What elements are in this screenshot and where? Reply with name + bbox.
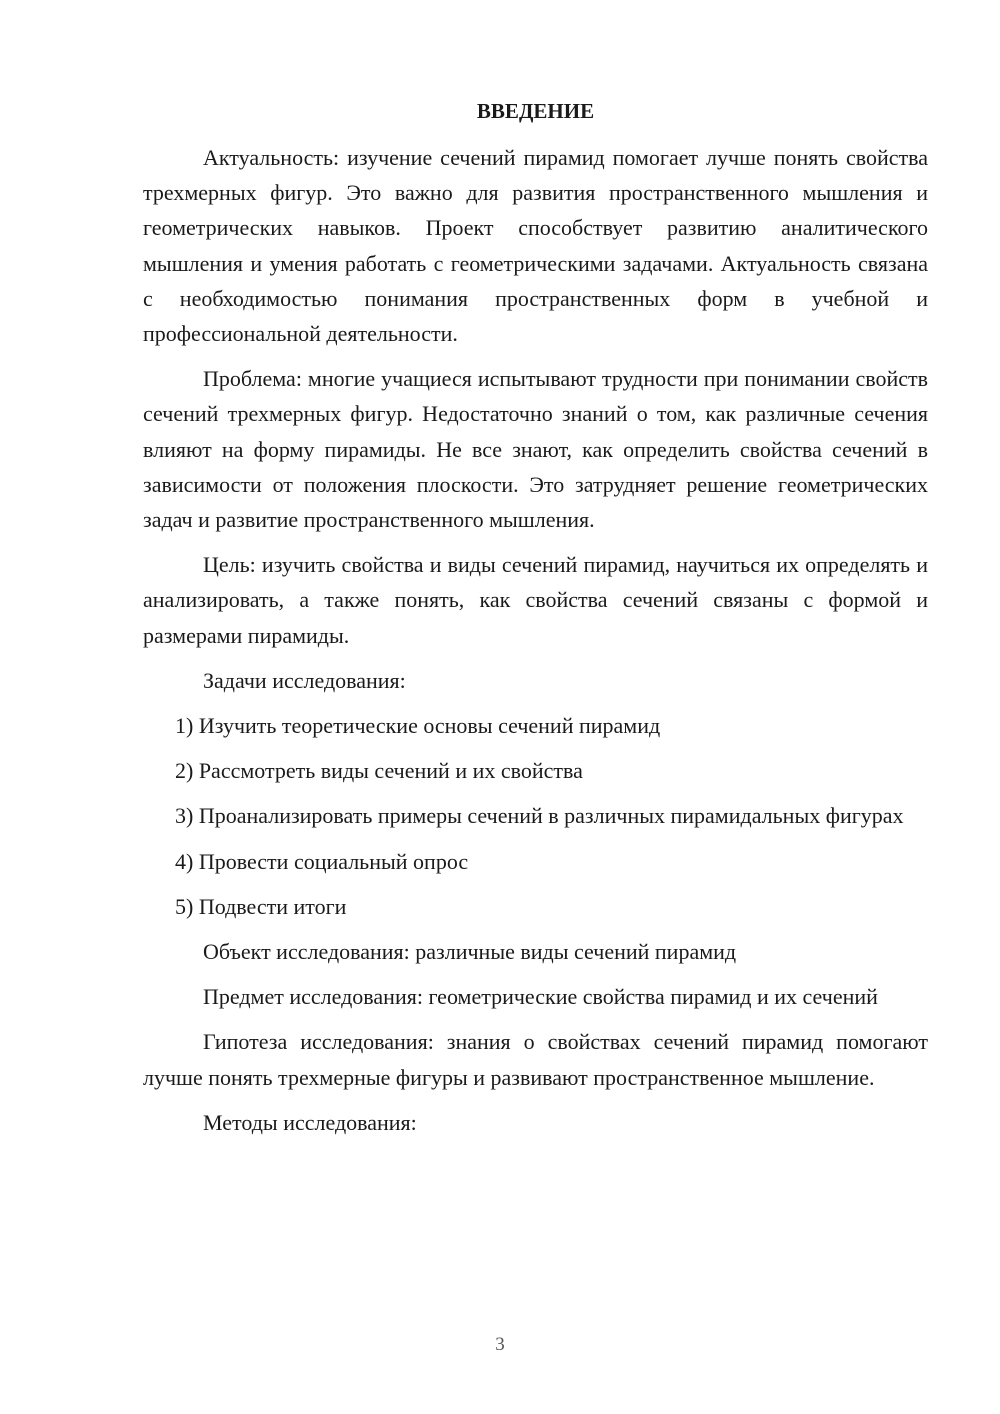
tasks-heading: Задачи исследования: bbox=[203, 667, 406, 693]
section-title: ВВЕДЕНИЕ bbox=[476, 99, 595, 123]
object-paragraph: Объект исследования: различные виды сечений пирамид bbox=[203, 939, 737, 965]
methods-heading: Методы исследования: bbox=[203, 1109, 417, 1135]
relevance-paragraph: Актуальность: изучение сечений пирамид помогает лучше понять свойства трехмерных фигур. Это важно для развития пространственного мышления и геометрических навыков. Проект способствует развитию аналитического мышления и умения работать с геометрическими задачами. Актуальность связана с необходимостью понимания пространственных форм в учебной и профессиональной деятельности. bbox=[143, 145, 928, 347]
goal-paragraph: Цель: изучить свойства и виды сечений пирамид, научиться их определять и анализировать, а также понять, как свойства сечений связаны с формой и размерами пирамиды. bbox=[143, 552, 928, 648]
page-number: 3 bbox=[495, 1334, 505, 1355]
task-item: 2) Рассмотреть виды сечений и их свойства bbox=[175, 758, 583, 784]
hypothesis-paragraph: Гипотеза исследования: знания о свойствах сечений пирамид помогают лучше понять трехмерные фигуры и развивают пространственное мышление. bbox=[143, 1029, 928, 1090]
page-content bbox=[143, 92, 928, 1150]
task-item: 1) Изучить теоретические основы сечений пирамид bbox=[175, 713, 661, 739]
task-item: 4) Провести социальный опрос bbox=[175, 848, 469, 874]
subject-paragraph: Предмет исследования: геометрические свойства пирамид и их сечений bbox=[203, 984, 878, 1010]
problem-paragraph: Проблема: многие учащиеся испытывают трудности при понимании свойств сечений трехмерных фигур. Недостаточно знаний о том, как различные сечения влияют на форму пирамиды. Не все знают, как определить свойства сечений в зависимости от положения плоскости. Это затрудняет решение геометрических задач и развитие пространственного мышления. bbox=[143, 366, 928, 533]
task-item: 5) Подвести итоги bbox=[175, 893, 347, 919]
task-item: 3) Проанализировать примеры сечений в различных пирамидальных фигурах bbox=[175, 803, 904, 829]
